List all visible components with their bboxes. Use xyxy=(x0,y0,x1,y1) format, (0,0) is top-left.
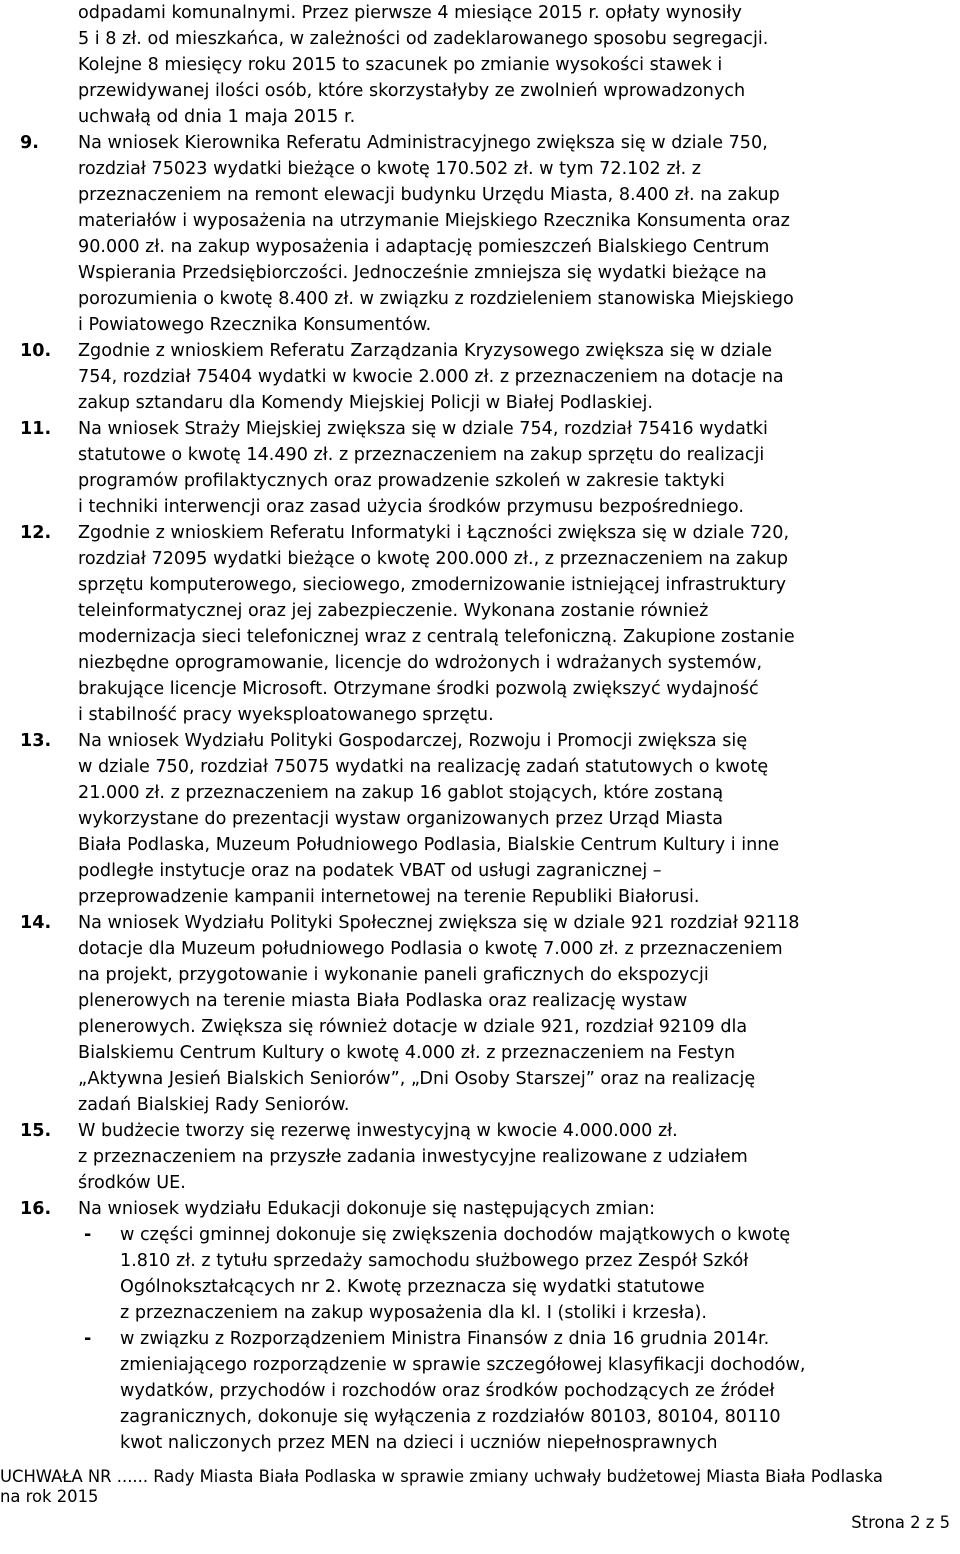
text-line: Biała Podlaska, Muzeum Południowego Podlasia, Bialskie Centrum Kultury i inne xyxy=(78,835,780,855)
text-line: „Aktywna Jesień Bialskich Seniorów”, „Dni Osoby Starszej” oraz na realizację xyxy=(78,1069,756,1089)
text-line: przeznaczeniem na remont elewacji budynku Urzędu Miasta, 8.400 zł. na zakup xyxy=(78,185,780,205)
text-line: i techniki interwencji oraz zasad użycia środków przymusu bezpośredniego. xyxy=(78,497,744,517)
text-line: Na wniosek Straży Miejskiej zwiększa się w dziale 754, rozdział 75416 wydatki xyxy=(78,419,768,439)
text-line: 754, rozdział 75404 wydatki w kwocie 2.000 zł. z przeznaczeniem na dotacje na xyxy=(78,367,784,387)
text-line: na projekt, przygotowanie i wykonanie paneli graficznych do ekspozycji xyxy=(78,965,709,985)
item-number: 14. xyxy=(20,913,52,933)
text-line: 1.810 zł. z tytułu sprzedaży samochodu służbowego przez Zespół Szkół xyxy=(120,1251,749,1271)
text-line: dotacje dla Muzeum południowego Podlasia o kwotę 7.000 zł. z przeznaczeniem xyxy=(78,939,783,959)
text-line: z przeznaczeniem na przyszłe zadania inwestycyjne realizowane z udziałem xyxy=(78,1147,748,1167)
text-line: z przeznaczeniem na zakup wyposażenia dla kl. I (stoliki i krzesła). xyxy=(120,1303,708,1323)
text-line: plenerowych na terenie miasta Biała Podlaska oraz realizację wystaw xyxy=(78,991,688,1011)
text-line: Na wniosek wydziału Edukacji dokonuje się następujących zmian: xyxy=(78,1199,656,1219)
text-line: wydatków, przychodów i rozchodów oraz środków pochodzących ze źródeł xyxy=(120,1381,775,1401)
text-line: kwot naliczonych przez MEN na dzieci i uczniów niepełnosprawnych xyxy=(120,1433,718,1453)
text-line: statutowe o kwotę 14.490 zł. z przeznaczeniem na zakup sprzętu do realizacji xyxy=(78,445,765,465)
text-line: zmieniającego rozporządzenie w sprawie szczegółowej klasyfikacji dochodów, xyxy=(120,1355,806,1375)
text-line: programów profilaktycznych oraz prowadzenie szkoleń w zakresie taktyki xyxy=(78,471,725,491)
list-dash: - xyxy=(84,1329,92,1349)
text-line: podległe instytucje oraz na podatek VBAT od usługi zagranicznej – xyxy=(78,861,662,881)
text-line: odpadami komunalnymi. Przez pierwsze 4 miesiące 2015 r. opłaty wynosiły xyxy=(78,3,742,23)
text-line: Zgodnie z wnioskiem Referatu Zarządzania Kryzysowego zwiększa się w dziale xyxy=(78,341,773,361)
text-line: 90.000 zł. na zakup wyposażenia i adaptację pomieszczeń Bialskiego Centrum xyxy=(78,237,770,257)
item-number: 15. xyxy=(20,1121,52,1141)
text-line: W budżecie tworzy się rezerwę inwestycyjną w kwocie 4.000.000 zł. xyxy=(78,1121,678,1141)
text-line: Kolejne 8 miesięcy roku 2015 to szacunek po zmianie wysokości stawek i xyxy=(78,55,723,75)
footer-budget-year: na rok 2015 xyxy=(0,1487,99,1506)
item-number: 11. xyxy=(20,419,52,439)
text-line: modernizacja sieci telefonicznej wraz z centralą telefoniczną. Zakupione zostanie xyxy=(78,627,795,647)
item-number: 9. xyxy=(20,133,39,153)
text-line: porozumienia o kwotę 8.400 zł. w związku z rozdzieleniem stanowiska Miejskiego xyxy=(78,289,794,309)
text-line: przeprowadzenie kampanii internetowej na terenie Republiki Białorusi. xyxy=(78,887,700,907)
text-line: i stabilność pracy wyeksploatowanego sprzętu. xyxy=(78,705,494,725)
text-line: Na wniosek Kierownika Referatu Administracyjnego zwiększa się w dziale 750, xyxy=(78,133,768,153)
text-line: w związku z Rozporządzeniem Ministra Finansów z dnia 16 grudnia 2014r. xyxy=(120,1329,770,1349)
text-line: teleinformatycznej oraz jej zabezpieczenie. Wykonana zostanie również xyxy=(78,601,709,621)
text-line: niezbędne oprogramowanie, licencje do wdrożonych i wdrażanych systemów, xyxy=(78,653,763,673)
text-line: i Powiatowego Rzecznika Konsumentów. xyxy=(78,315,432,335)
text-line: Zgodnie z wnioskiem Referatu Informatyki i Łączności zwiększa się w dziale 720, xyxy=(78,523,790,543)
text-line: Wspierania Przedsiębiorczości. Jednocześnie zmniejsza się wydatki bieżące na xyxy=(78,263,767,283)
text-line: brakujące licencje Microsoft. Otrzymane środki pozwolą zwiększyć wydajność xyxy=(78,679,759,699)
text-line: przewidywanej ilości osób, które skorzystałyby ze zwolnień wprowadzonych xyxy=(78,81,746,101)
text-line: wykorzystane do prezentacji wystaw organizowanych przez Urząd Miasta xyxy=(78,809,724,829)
text-line: rozdział 75023 wydatki bieżące o kwotę 170.502 zł. w tym 72.102 zł. z xyxy=(78,159,701,179)
text-line: Bialskiemu Centrum Kultury o kwotę 4.000 zł. z przeznaczeniem na Festyn xyxy=(78,1043,736,1063)
text-line: Na wniosek Wydziału Polityki Społecznej zwiększa się w dziale 921 rozdział 92118 xyxy=(78,913,800,933)
text-line: w części gminnej dokonuje się zwiększenia dochodów majątkowych o kwotę xyxy=(120,1225,791,1245)
item-number: 16. xyxy=(20,1199,52,1219)
text-line: zadań Bialskiej Rady Seniorów. xyxy=(78,1095,350,1115)
text-line: Ogólnokształcących nr 2. Kwotę przeznacza się wydatki statutowe xyxy=(120,1277,705,1297)
item-number: 12. xyxy=(20,523,52,543)
text-line: 21.000 zł. z przeznaczeniem na zakup 16 gablot stojących, które zostaną xyxy=(78,783,724,803)
text-line: zagranicznych, dokonuje się wyłączenia z rozdziałów 80103, 80104, 80110 xyxy=(120,1407,781,1427)
text-line: zakup sztandaru dla Komendy Miejskiej Policji w Białej Podlaskiej. xyxy=(78,393,653,413)
text-line: sprzętu komputerowego, sieciowego, zmodernizowanie istniejącej infrastruktury xyxy=(78,575,787,595)
item-number: 10. xyxy=(20,341,52,361)
item-number: 13. xyxy=(20,731,52,751)
list-dash: - xyxy=(84,1225,92,1245)
text-line: materiałów i wyposażenia na utrzymanie Miejskiego Rzecznika Konsumenta oraz xyxy=(78,211,790,231)
text-line: Na wniosek Wydziału Polityki Gospodarczej, Rozwoju i Promocji zwiększa się xyxy=(78,731,748,751)
text-line: 5 i 8 zł. od mieszkańca, w zależności od zadeklarowanego sposobu segregacji. xyxy=(78,29,769,49)
text-line: plenerowych. Zwiększa się również dotacje w dziale 921, rozdział 92109 dla xyxy=(78,1017,748,1037)
footer-resolution-title: UCHWAŁA NR ...... Rady Miasta Biała Podlaska w sprawie zmiany uchwały budżetowej Miasta Biała Podlaska xyxy=(0,1467,883,1486)
text-line: rozdział 72095 wydatki bieżące o kwotę 200.000 zł., z przeznaczeniem na zakup xyxy=(78,549,789,569)
text-line: środków UE. xyxy=(78,1173,186,1193)
text-line: uchwałą od dnia 1 maja 2015 r. xyxy=(78,107,356,127)
page-number: Strona 2 z 5 xyxy=(851,1513,950,1532)
text-line: w dziale 750, rozdział 75075 wydatki na realizację zadań statutowych o kwotę xyxy=(78,757,769,777)
